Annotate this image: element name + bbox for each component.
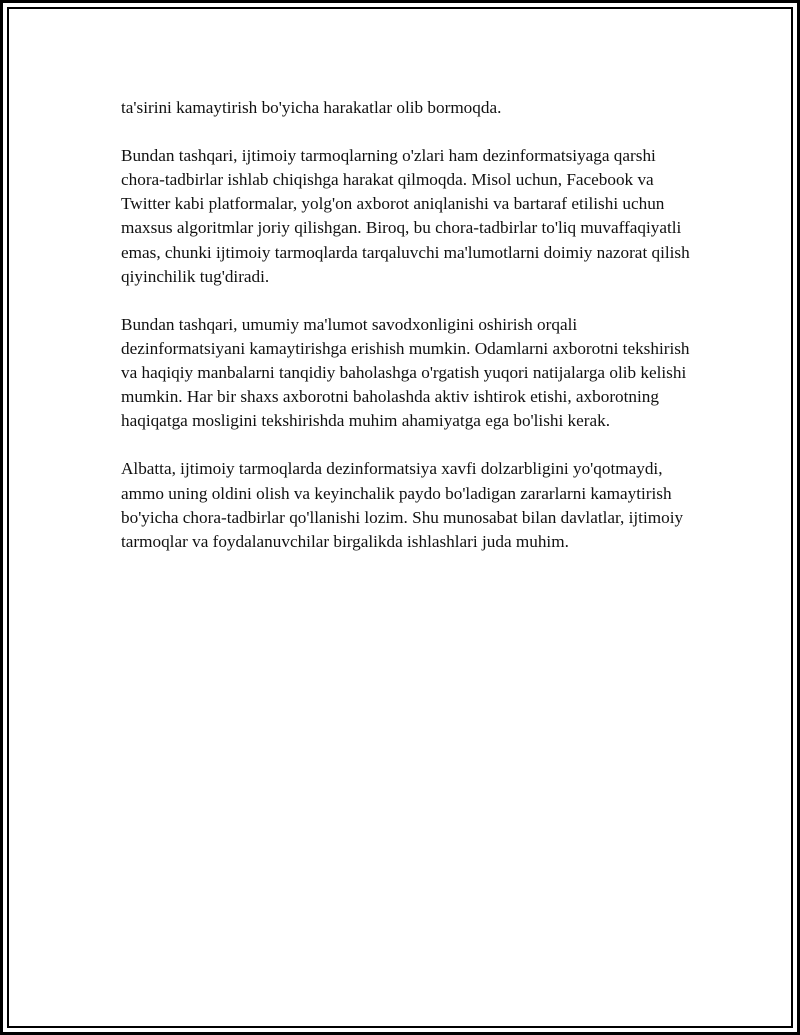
paragraph-4: Albatta, ijtimoiy tarmoqlarda dezinformatsiya xavfi dolzarbligini yo'qotmaydi, ammo uning oldini olish va keyinchalik paydo bo'ladigan zararlarni kamaytirish bo'yicha chora-tadbirlar qo'llanishi lozim. Shu munosabat bilan davlatlar, ijtimoiy tarmoqlar va foydalanuvchilar birgalikda ishlashlari juda muhim. [121,459,684,551]
document-body [121,96,691,554]
paragraph-1: ta'sirini kamaytirish bo'yicha harakatlar olib bormoqda. [121,98,502,117]
paragraph-2: Bundan tashqari, ijtimoiy tarmoqlarning o'zlari ham dezinformatsiyaga qarshi chora-tadbirlar ishlab chiqishga harakat qilmoqda. Misol uchun, Facebook va Twitter kabi platformalar, yolg'on axborot aniqlanishi va bartaraf etilishi uchun maxsus algoritmlar joriy qilishgan. Biroq, bu chora-tadbirlar to'liq muvaffaqiyatli emas, chunki ijtimoiy tarmoqlarda tarqaluvchi ma'lumotlarni doimiy nazorat qilish qiyinchilik tug'diradi. [121,146,690,286]
paragraph-3: Bundan tashqari, umumiy ma'lumot savodxonligini oshirish orqali dezinformatsiyani kamaytirishga erishish mumkin. Odamlarni axborotni tekshirish va haqiqiy manbalarni tanqidiy baholashga o'rgatish yuqori natijalarga olib kelishi mumkin. Har bir shaxs axborotni baholashda aktiv ishtirok etishi, axborotning haqiqatga mosligini tekshirishda muhim ahamiyatga ega bo'lishi kerak. [121,314,690,431]
